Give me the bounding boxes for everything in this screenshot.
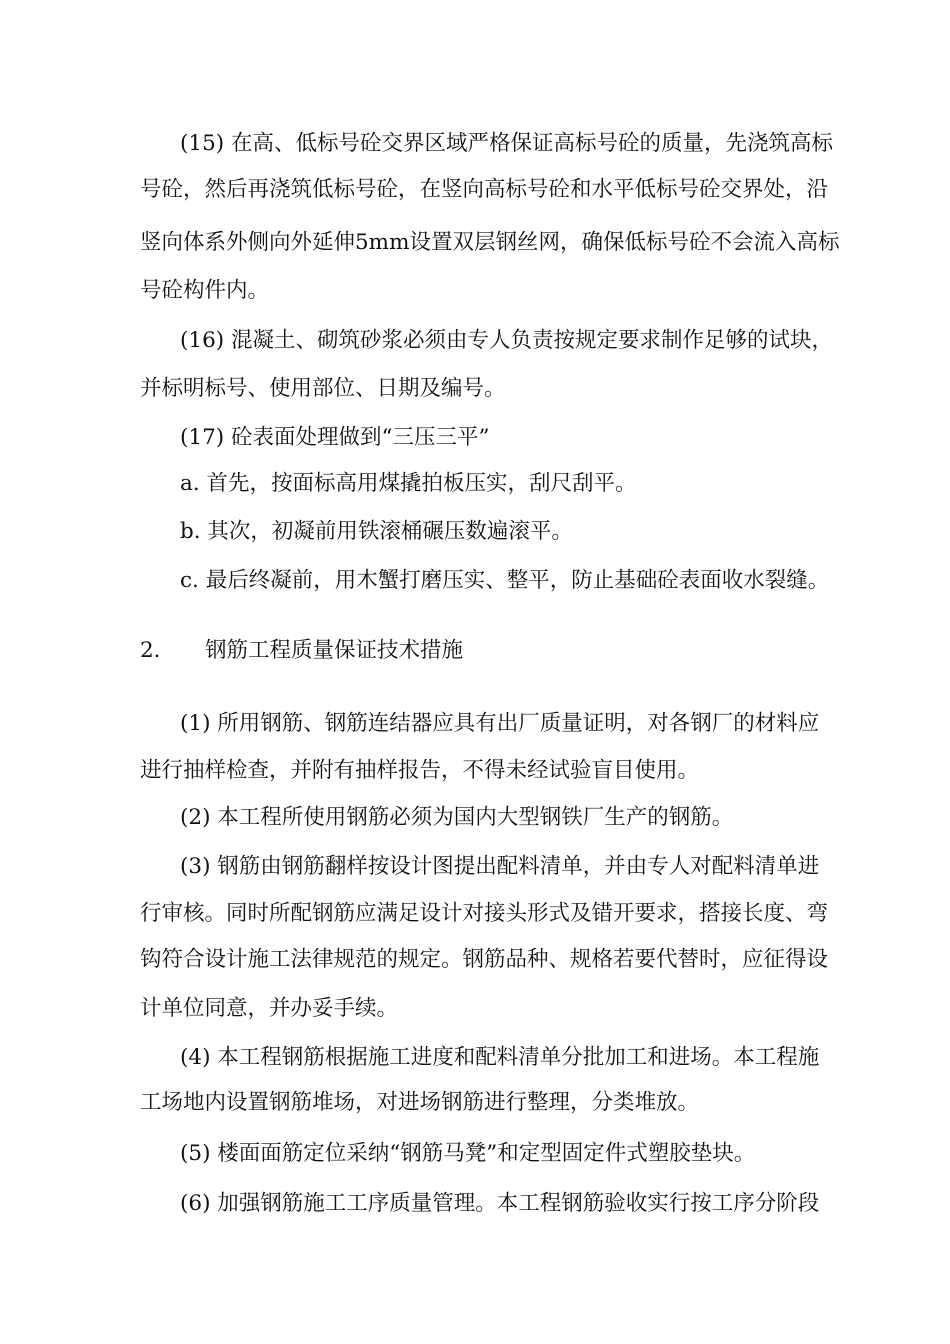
rebar-paragraph-4-line-2: 工场地内设置钢筋堆场，对进场钢筋进行整理，分类堆放。 [140, 1090, 700, 1115]
paragraph-17-line-1: (17) 砼表面处理做到“三压三平” [180, 425, 490, 450]
paragraph-15-line-2: 号砼，然后再浇筑低标号砼，在竖向高标号砼和水平低标号砼交界处，沿 [140, 177, 829, 202]
rebar-paragraph-2-line-1: (2) 本工程所使用钢筋必须为国内大型钢铁厂生产的钢筋。 [180, 805, 734, 830]
paragraph-15-line-4: 号砼构件内。 [140, 278, 270, 303]
section-heading-title: 钢筋工程质量保证技术措施 [205, 638, 464, 663]
section-heading-number: 2. [140, 638, 161, 663]
paragraph-15-line-1: (15) 在高、低标号砼交界区域严格保证高标号砼的质量，先浇筑高标 [180, 131, 833, 156]
rebar-paragraph-5-line-1: (5) 楼面面筋定位采纳“钢筋马凳”和定型固定件式塑胶垫块。 [180, 1141, 756, 1166]
rebar-paragraph-1-line-1: (1) 所用钢筋、钢筋连结器应具有出厂质量证明，对各钢厂的材料应 [180, 711, 820, 736]
rebar-paragraph-3-line-3: 钩符合设计施工法律规范的规定。钢筋品种、规格若要代替时，应征得设 [140, 947, 829, 972]
paragraph-16-line-2: 并标明标号、使用部位、日期及编号。 [140, 376, 506, 401]
paragraph-16-line-1: (16) 混凝土、砌筑砂浆必须由专人负责按规定要求制作足够的试块， [180, 328, 833, 353]
rebar-paragraph-3-line-1: (3) 钢筋由钢筋翻样按设计图提出配料清单，并由专人对配料清单进 [180, 854, 820, 879]
rebar-paragraph-6-line-1: (6) 加强钢筋施工工序质量管理。本工程钢筋验收实行按工序分阶段 [180, 1191, 820, 1216]
item-c: c. 最后终凝前，用木蟹打磨压实、整平，防止基础砼表面收水裂缝。 [180, 568, 830, 593]
rebar-paragraph-4-line-1: (4) 本工程钢筋根据施工进度和配料清单分批加工和进场。本工程施 [180, 1045, 820, 1070]
paragraph-15-line-3: 竖向体系外侧向外延伸5mm设置双层钢丝网，确保低标号砼不会流入高标 [140, 230, 840, 255]
rebar-paragraph-1-line-2: 进行抽样检查，并附有抽样报告，不得未经试验盲目使用。 [140, 758, 700, 783]
rebar-paragraph-3-line-4: 计单位同意，并办妥手续。 [140, 996, 399, 1021]
item-b: b. 其次，初凝前用铁滚桶碾压数遍滚平。 [180, 519, 573, 544]
rebar-paragraph-3-line-2: 行审核。同时所配钢筋应满足设计对接头形式及错开要求，搭接长度、弯 [140, 901, 829, 926]
item-a: a. 首先，按面标高用煤撬拍板压实，刮尺刮平。 [180, 471, 637, 496]
